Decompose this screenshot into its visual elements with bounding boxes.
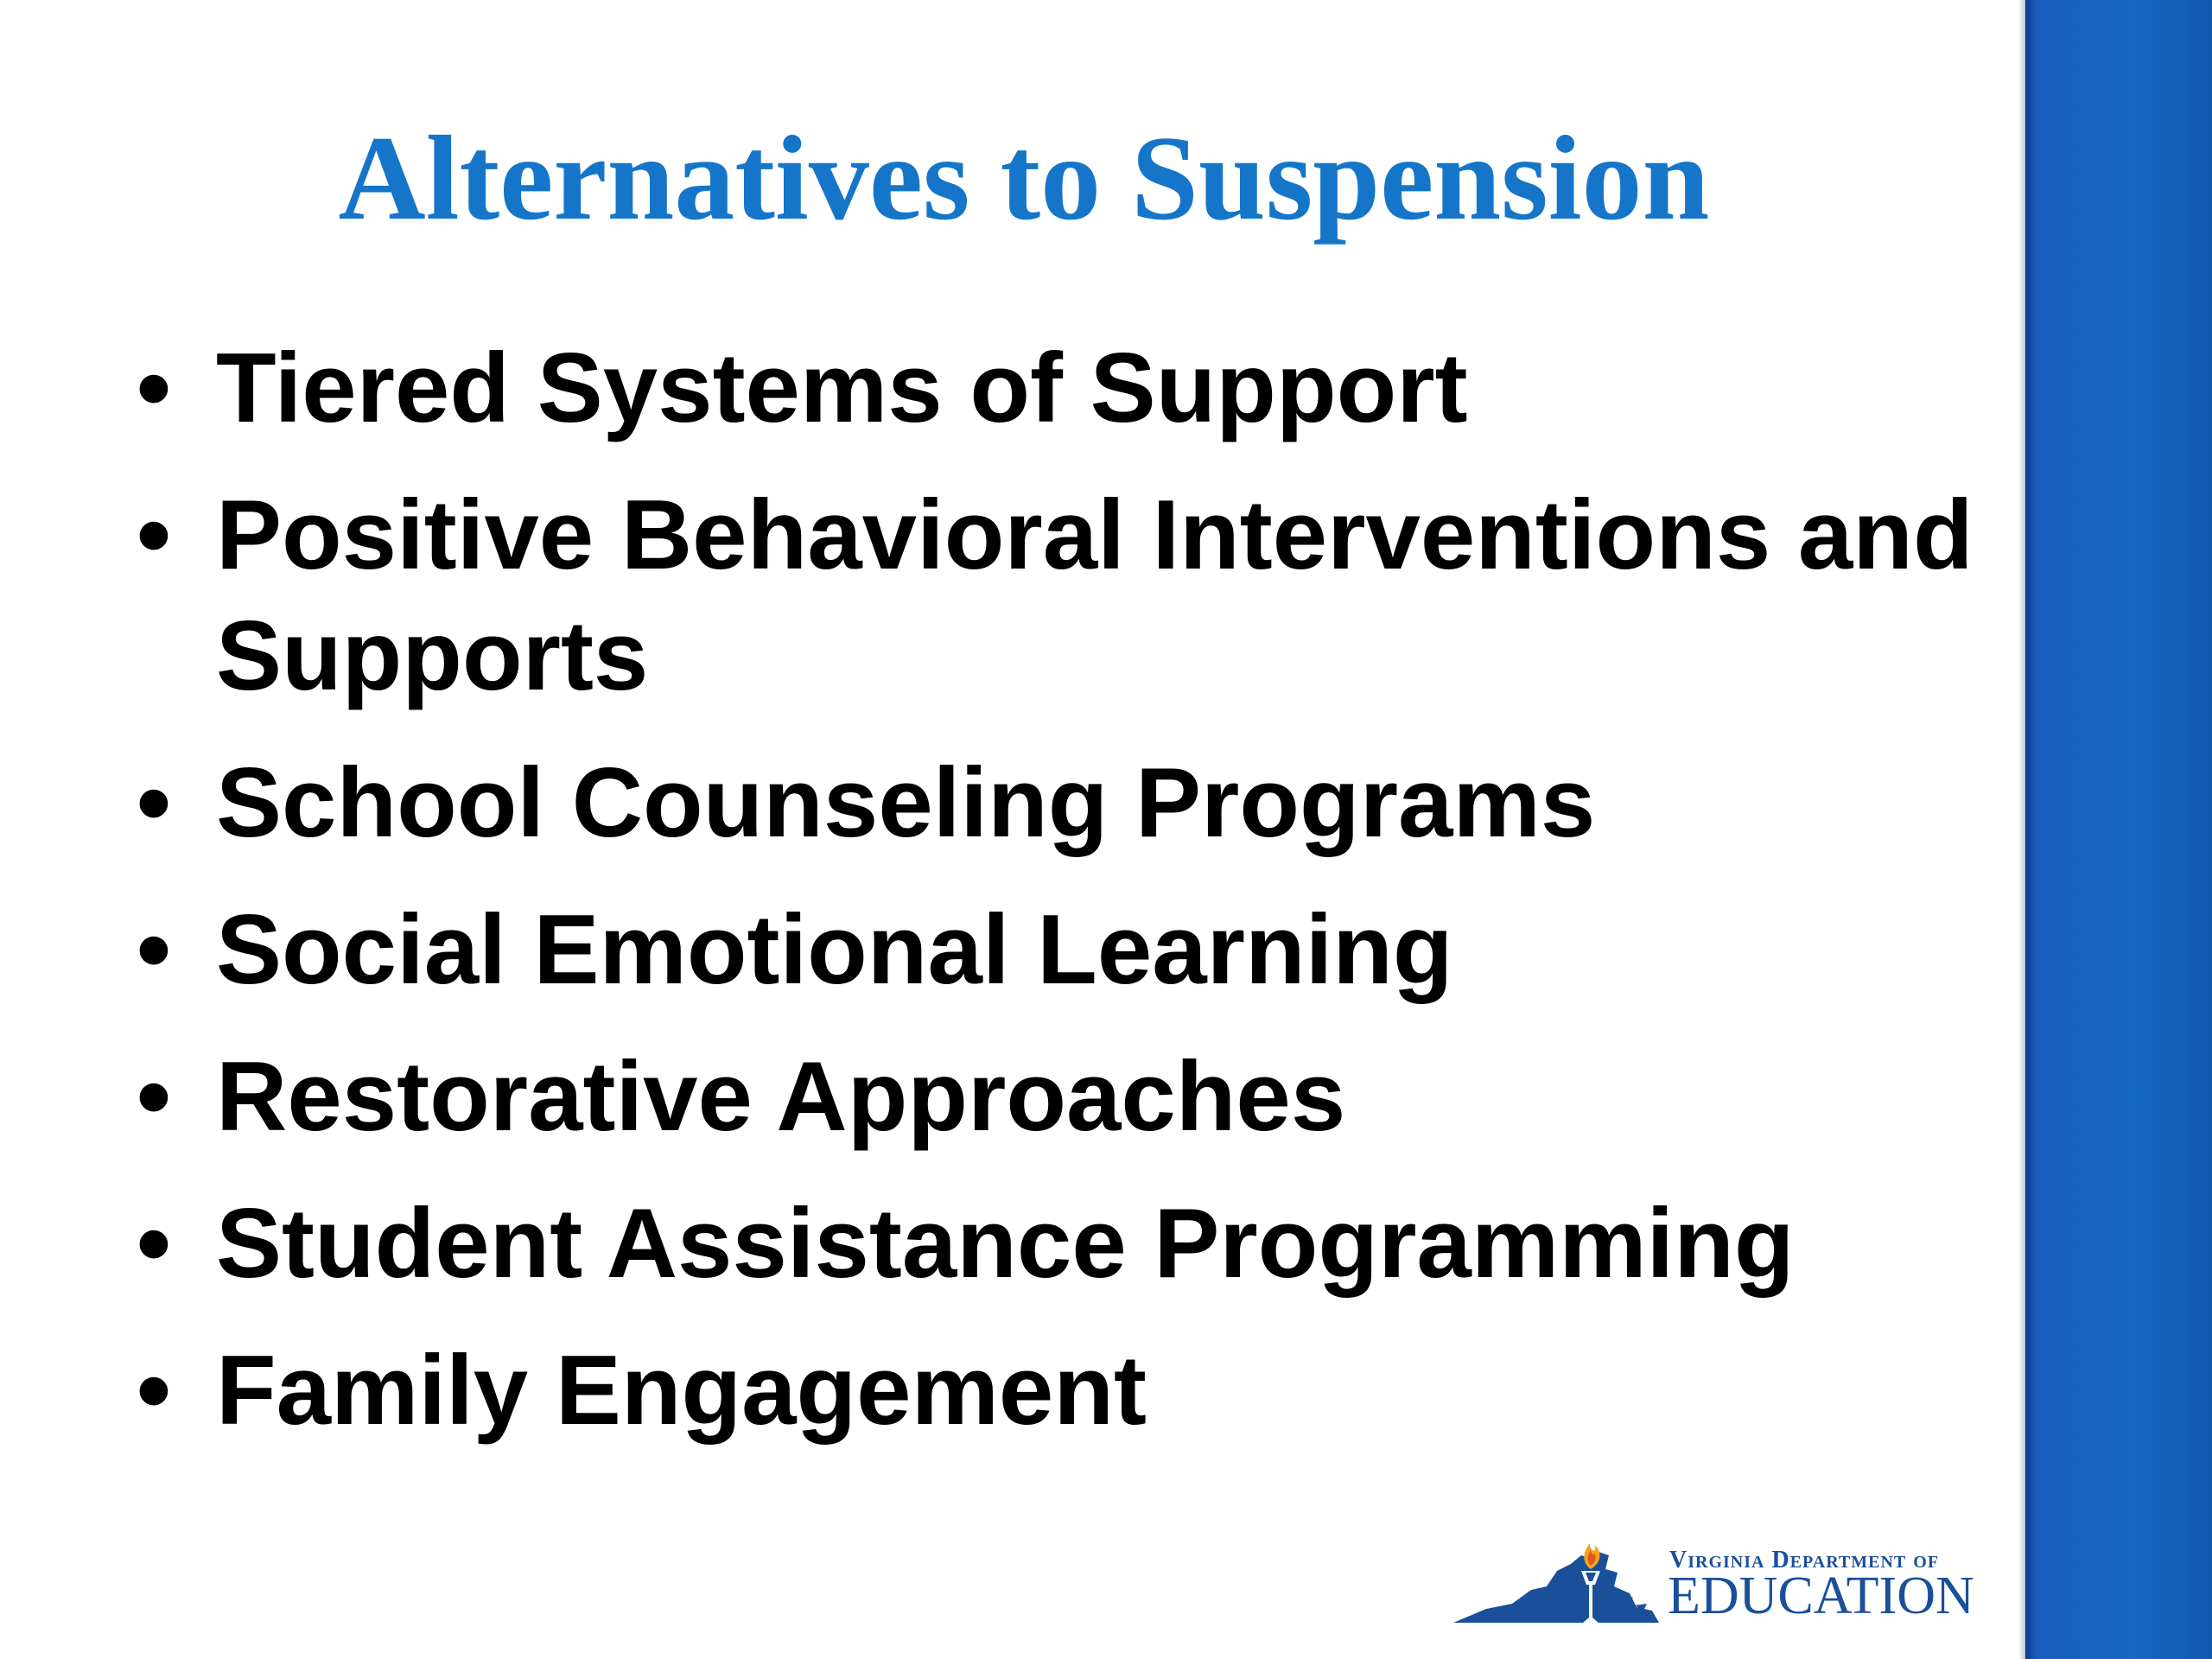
bullet-text: Family Engagement bbox=[216, 1336, 1147, 1446]
bullet-item bbox=[130, 1037, 2013, 1158]
bullet-text: Restorative Approaches bbox=[216, 1042, 1346, 1152]
bullet-text: Social Emotional Learning bbox=[216, 895, 1453, 1005]
side-bar bbox=[2025, 0, 2212, 1659]
logo-line-department: Virginia Department of bbox=[1669, 1547, 1940, 1573]
bullet-dot: • bbox=[137, 480, 171, 590]
bullet-item bbox=[130, 1331, 2013, 1452]
bullet-item bbox=[130, 475, 2013, 717]
bullet-dot: • bbox=[137, 895, 171, 1005]
bullet-text: Positive Behavioral Interventions and Supports bbox=[216, 480, 1974, 711]
bullet-dot: • bbox=[137, 1042, 171, 1152]
bullet-text: Tiered Systems of Support bbox=[216, 334, 1468, 443]
bullet-dot: • bbox=[137, 748, 171, 858]
bullet-list bbox=[130, 328, 2013, 1478]
vdoe-logo bbox=[1452, 1521, 2005, 1629]
bullet-item bbox=[130, 890, 2013, 1011]
bullet-dot: • bbox=[137, 1189, 171, 1299]
virginia-state-torch-icon bbox=[1452, 1521, 1668, 1629]
bullet-text: School Counseling Programs bbox=[216, 748, 1596, 858]
bullet-dot: • bbox=[137, 1336, 171, 1446]
bullet-item bbox=[130, 743, 2013, 864]
bullet-item bbox=[130, 328, 2013, 449]
bullet-dot: • bbox=[137, 334, 171, 443]
logo-line-education: EDUCATION bbox=[1668, 1567, 1974, 1625]
bullet-text: Student Assistance Programming bbox=[216, 1189, 1795, 1299]
bullet-item bbox=[130, 1184, 2013, 1305]
slide-title: Alternatives to Suspension bbox=[338, 111, 1710, 245]
